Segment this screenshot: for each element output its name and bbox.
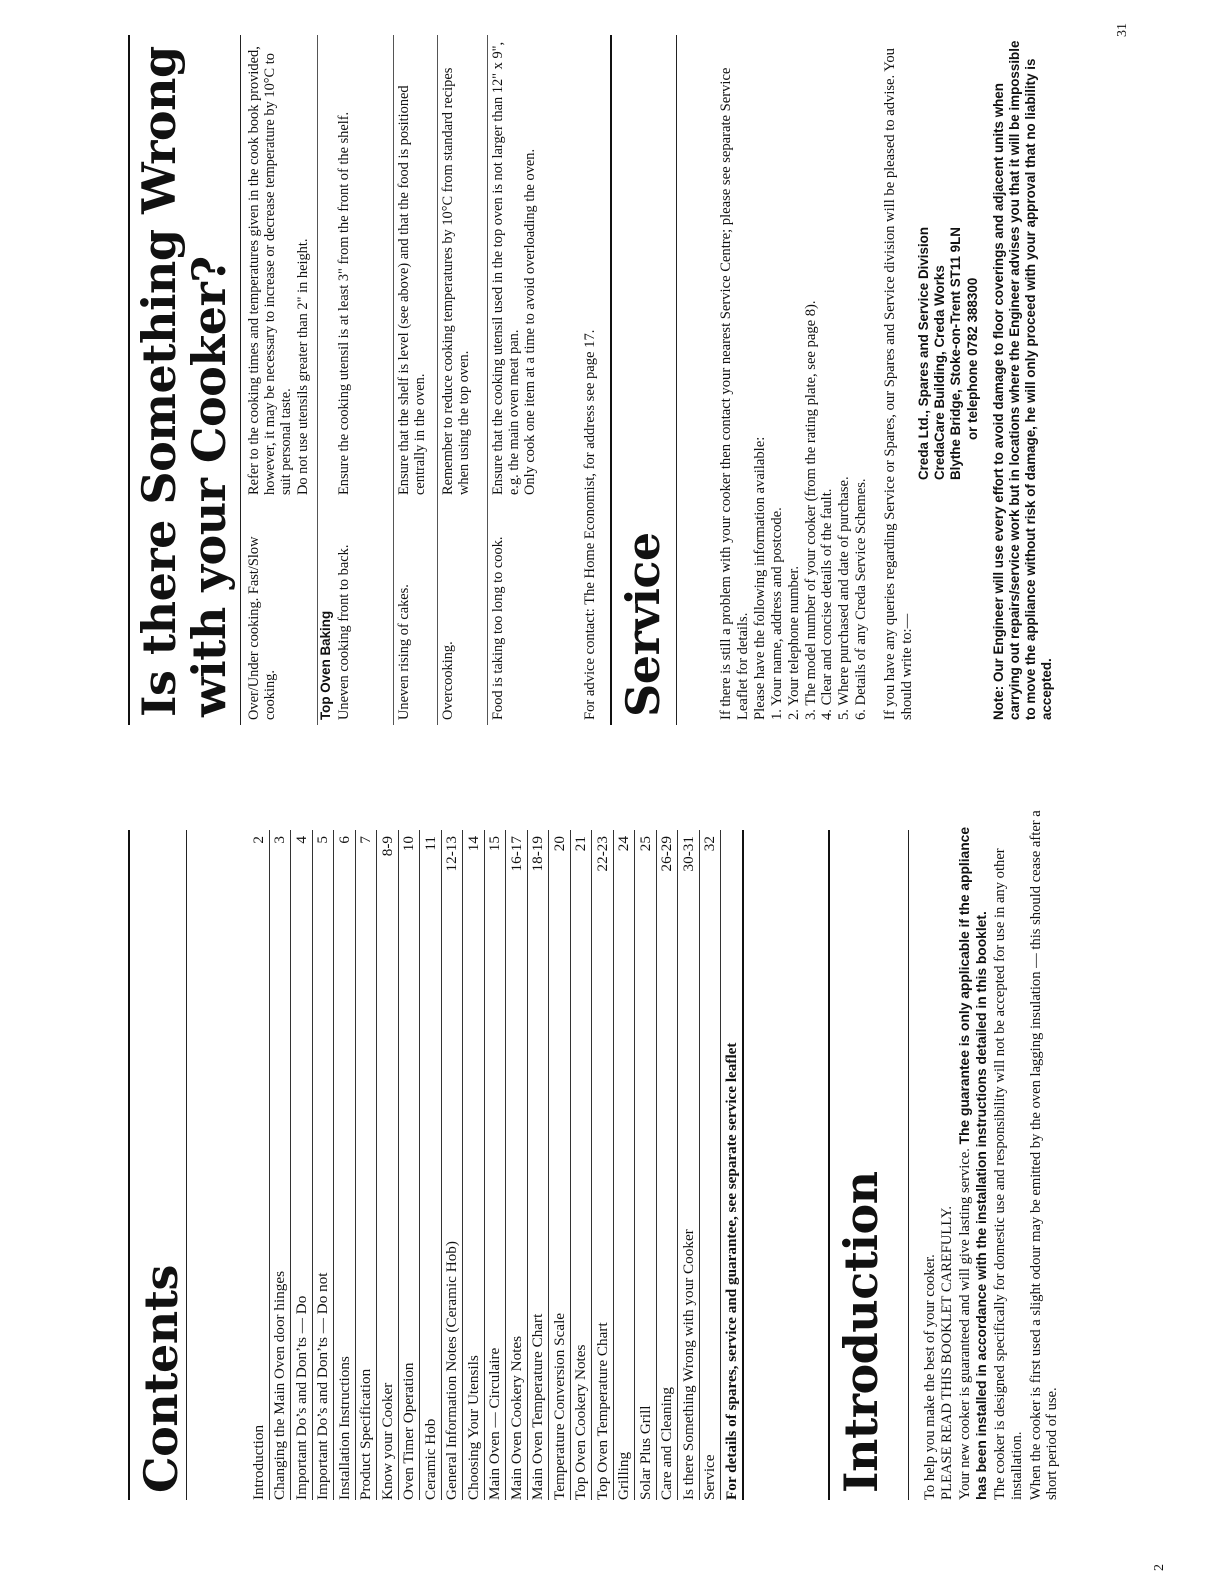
introduction-top-rule bbox=[828, 830, 830, 1500]
contents-entry-label: Top Oven Temperature Chart bbox=[593, 1322, 611, 1500]
intro-paragraph-1: To help you make the best of your cooker. bbox=[922, 1254, 938, 1500]
contents-entry bbox=[485, 830, 507, 1500]
contents-entry bbox=[420, 830, 442, 1500]
contents-entry bbox=[334, 830, 356, 1500]
contents-entry-page: 8-9 bbox=[378, 836, 396, 857]
fault-remedy bbox=[336, 35, 352, 495]
service-top-rule bbox=[610, 35, 612, 725]
fault-remedy-text: Only cook one item at a time to avoid overloading the oven. bbox=[522, 148, 539, 495]
spares-lead: If you have any queries regarding Service or Spares, our Spares and Service division will be pleased to advise. You should write to:— bbox=[882, 48, 916, 720]
engineer-note-label: Note: bbox=[990, 685, 1006, 720]
contents-entry-label: Important Do’s and Don’ts — Do bbox=[292, 1295, 310, 1500]
contents-entry bbox=[592, 830, 614, 1500]
service-info-lead: Please have the following information available: bbox=[751, 436, 768, 720]
troubleshoot-heading-rule bbox=[240, 35, 241, 725]
spares-address-line: or telephone 0782 388300 bbox=[964, 277, 980, 440]
contents-entry-label: Installation Instructions bbox=[335, 1356, 353, 1500]
fault-remedy bbox=[396, 35, 428, 495]
contents-entry bbox=[549, 830, 571, 1500]
contents-entry-page: 12-13 bbox=[443, 836, 460, 872]
contents-entry-label: Solar Plus Grill bbox=[636, 1405, 654, 1500]
contents-entry-page: 25 bbox=[636, 836, 654, 852]
contents-entry-label: General Information Notes (Ceramic Hob) bbox=[443, 1241, 460, 1500]
introduction-heading-rule bbox=[908, 830, 909, 1500]
introduction-heading: Introduction bbox=[834, 1171, 888, 1493]
contents-entry bbox=[678, 830, 700, 1500]
fault-row-divider bbox=[487, 35, 488, 725]
contents-top-rule bbox=[128, 830, 130, 1500]
contents-entry-page: 15 bbox=[486, 836, 503, 852]
contents-entry-label: Know your Cooker bbox=[378, 1382, 396, 1500]
contents-entry-label: Changing the Main Oven door hinges bbox=[271, 1270, 288, 1500]
fault-remedy-text: Do not use utensils greater than 2" in height. bbox=[294, 238, 311, 495]
contents-entry-page: 26-29 bbox=[658, 836, 675, 872]
contents-list bbox=[248, 830, 744, 1500]
contents-entry bbox=[313, 830, 335, 1500]
contents-entry bbox=[700, 830, 722, 1500]
contents-entry-page: 10 bbox=[400, 836, 417, 852]
contents-entry-label: Top Oven Cookery Notes bbox=[572, 1344, 589, 1500]
contents-heading: Contents bbox=[134, 1265, 188, 1493]
contents-entry bbox=[442, 830, 464, 1500]
spares-address-line: CredaCare Building, Creda Works bbox=[932, 265, 948, 480]
engineer-note bbox=[991, 30, 1056, 720]
engineer-note-text bbox=[991, 682, 1006, 686]
spares-address-line: Blythe Bridge, Stoke-on-Trent ST11 9LN bbox=[948, 227, 964, 480]
service-info-item: 2. Your telephone number. bbox=[785, 565, 802, 720]
service-info-item: 5. Where purchased and date of purchase. bbox=[836, 476, 853, 720]
spares-address-line: Creda Ltd., Spares and Service Division bbox=[915, 226, 931, 480]
fault-problem: Overcooking. bbox=[440, 641, 456, 720]
contents-entry bbox=[248, 830, 270, 1500]
service-heading: Service bbox=[616, 532, 670, 717]
service-info-item: 3. The model number of your cooker (from the rating plate, see page 8). bbox=[802, 300, 819, 720]
contents-entry-label: Choosing Your Utensils bbox=[464, 1355, 482, 1500]
fault-problem: Over/Under cooking. Fast/Slow cooking. bbox=[246, 536, 279, 720]
contents-entry-page: 32 bbox=[701, 836, 718, 852]
contents-entry bbox=[291, 830, 313, 1500]
fault-row-divider bbox=[393, 35, 394, 725]
contents-entry bbox=[270, 830, 292, 1500]
contents-entry bbox=[528, 830, 550, 1500]
contents-entry-page: 6 bbox=[335, 836, 353, 844]
intro-paragraph-4: The cooker is designed specifically for domestic use and responsibility will not be accepted for use in any other installation. bbox=[992, 848, 1025, 1500]
fault-remedy-text: Ensure that the shelf is level (see above) and that the food is positioned centrally in the oven. bbox=[396, 85, 429, 495]
contents-entry-page: 3 bbox=[271, 836, 288, 844]
service-intro: If there is still a problem with your cooker then contact your nearest Service Centre; please see separate Service Leaflet for details. bbox=[718, 67, 751, 720]
service-info-item: 6. Details of any Creda Service Schemes. bbox=[853, 478, 870, 720]
contents-entry-page: 11 bbox=[421, 836, 439, 851]
contents-entry-page: 20 bbox=[550, 836, 568, 852]
contents-entry-page: 18-19 bbox=[529, 836, 546, 872]
contents-entry bbox=[571, 830, 593, 1500]
fault-remedy-text: Ensure that the cooking utensil used in the top oven is not larger than 12" x 9", e.g. the main oven meat pan. bbox=[490, 41, 523, 495]
fault-remedy-text: Ensure the cooking utensil is at least 3" from the front of the shelf. bbox=[336, 111, 352, 495]
contents-entry-label: Is there Something Wrong with your Cooker bbox=[679, 1229, 697, 1500]
advice-contact: For advice contact: The Home Economist, for address see page 17. bbox=[582, 329, 598, 720]
contents-entry-label: For details of spares, service and guarantee, see separate service leaflet bbox=[722, 1042, 740, 1500]
contents-entry-label: Important Do’s and Don’ts — Do not bbox=[314, 1272, 331, 1500]
fault-remedy-text: Refer to the cooking times and temperatures given in the cook book provided, however, it may be necessary to increase or decrease temperature by 10°C to suit personal taste. bbox=[246, 46, 295, 495]
guarantee-notice: The guarantee is only applicable if the appliance has been installed in accordance with the installation instructions detailed in this booklet. bbox=[957, 827, 989, 1500]
contents-entry-label: Ceramic Hob bbox=[421, 1418, 439, 1500]
contents-entry-label: Main Oven Temperature Chart bbox=[529, 1313, 546, 1500]
fault-subheading: Top Oven Baking bbox=[318, 610, 333, 720]
contents-entry bbox=[399, 830, 421, 1500]
troubleshoot-top-rule bbox=[128, 35, 130, 725]
contents-entry-label: Oven Timer Operation bbox=[400, 1362, 417, 1500]
service-text bbox=[718, 30, 1056, 720]
engineer-note-body: Our Engineer will use every effort to avoid damage to floor coverings and adjacent units when carrying out repairs/service work but in locations where the Engineer advises you that it will be impossible to move the appliance without risk of damage, he will only proceed with your approval that no liability is accepted. bbox=[990, 40, 1055, 720]
contents-entry-page: 24 bbox=[615, 836, 632, 852]
service-info-item: 4. Clear and concise details of the fault. bbox=[819, 488, 836, 720]
contents-entry bbox=[377, 830, 399, 1500]
spares-address bbox=[916, 30, 981, 720]
fault-remedy bbox=[440, 35, 472, 495]
contents-entry-page: 7 bbox=[357, 836, 374, 844]
fault-problem: Food is taking too long to cook. bbox=[490, 536, 506, 720]
troubleshoot-heading-line-1: Is there Something Wrong bbox=[132, 46, 186, 717]
contents-entry-label: Product Specification bbox=[357, 1368, 374, 1500]
contents-entry bbox=[657, 830, 679, 1500]
contents-entry bbox=[463, 830, 485, 1500]
contents-entry-page: 5 bbox=[314, 836, 331, 844]
contents-entry bbox=[614, 830, 636, 1500]
contents-entry bbox=[506, 830, 528, 1500]
intro-paragraph-2: PLEASE READ THIS BOOKLET CAREFULLY. bbox=[938, 1205, 955, 1500]
contents-entry bbox=[635, 830, 657, 1500]
service-info-item: 1. Your name, address and postcode. bbox=[768, 507, 785, 720]
service-info-list bbox=[769, 30, 870, 720]
service-heading-rule bbox=[676, 35, 677, 725]
contents-entry-label: Grilling bbox=[615, 1451, 632, 1500]
right-page-number: 31 bbox=[1115, 23, 1130, 37]
left-page-number: 2 bbox=[1152, 1564, 1167, 1571]
contents-entry-page: 21 bbox=[572, 836, 589, 852]
fault-problem: Uneven rising of cakes. bbox=[396, 584, 412, 720]
contents-entry-label: Introduction bbox=[249, 1424, 267, 1500]
contents-entry-page: 16-17 bbox=[507, 836, 525, 872]
contents-entry-page: 30-31 bbox=[679, 836, 697, 872]
introduction-text bbox=[922, 810, 1061, 1500]
intro-paragraph-5: When the cooker is first used a slight odour may be emitted by the oven lagging insulation — this should cease after a short period of use. bbox=[1027, 810, 1061, 1500]
contents-entry bbox=[356, 830, 378, 1500]
fault-remedy bbox=[490, 35, 539, 495]
contents-entry bbox=[721, 830, 744, 1500]
troubleshoot-heading-line-2: with your Cooker? bbox=[182, 256, 236, 717]
contents-entry-page: 14 bbox=[464, 836, 482, 852]
contents-entry-page: 2 bbox=[249, 836, 267, 844]
fault-remedy-text: Remember to reduce cooking temperatures by 10°C from standard recipes when using the top oven. bbox=[440, 67, 473, 495]
contents-entry-label: Main Oven — Circulaire bbox=[486, 1347, 503, 1500]
contents-entry-label: Care and Cleaning bbox=[658, 1386, 675, 1500]
contents-entry-label: Temperature Conversion Scale bbox=[550, 1312, 568, 1500]
fault-row-divider bbox=[437, 35, 438, 725]
contents-entry-label: Service bbox=[701, 1454, 718, 1500]
contents-entry-page: 22-23 bbox=[593, 836, 611, 872]
fault-remedy bbox=[246, 35, 311, 495]
fault-problem: Uneven cooking front to back. bbox=[336, 544, 352, 720]
contents-entry-page: 4 bbox=[292, 836, 310, 844]
contents-entry-label: Main Oven Cookery Notes bbox=[507, 1335, 525, 1500]
intro-paragraph-3-text: Your new cooker is guaranteed and will give lasting service. bbox=[957, 1144, 974, 1500]
intro-paragraph-3 bbox=[957, 810, 990, 1500]
contents-heading-rule bbox=[186, 830, 187, 1500]
